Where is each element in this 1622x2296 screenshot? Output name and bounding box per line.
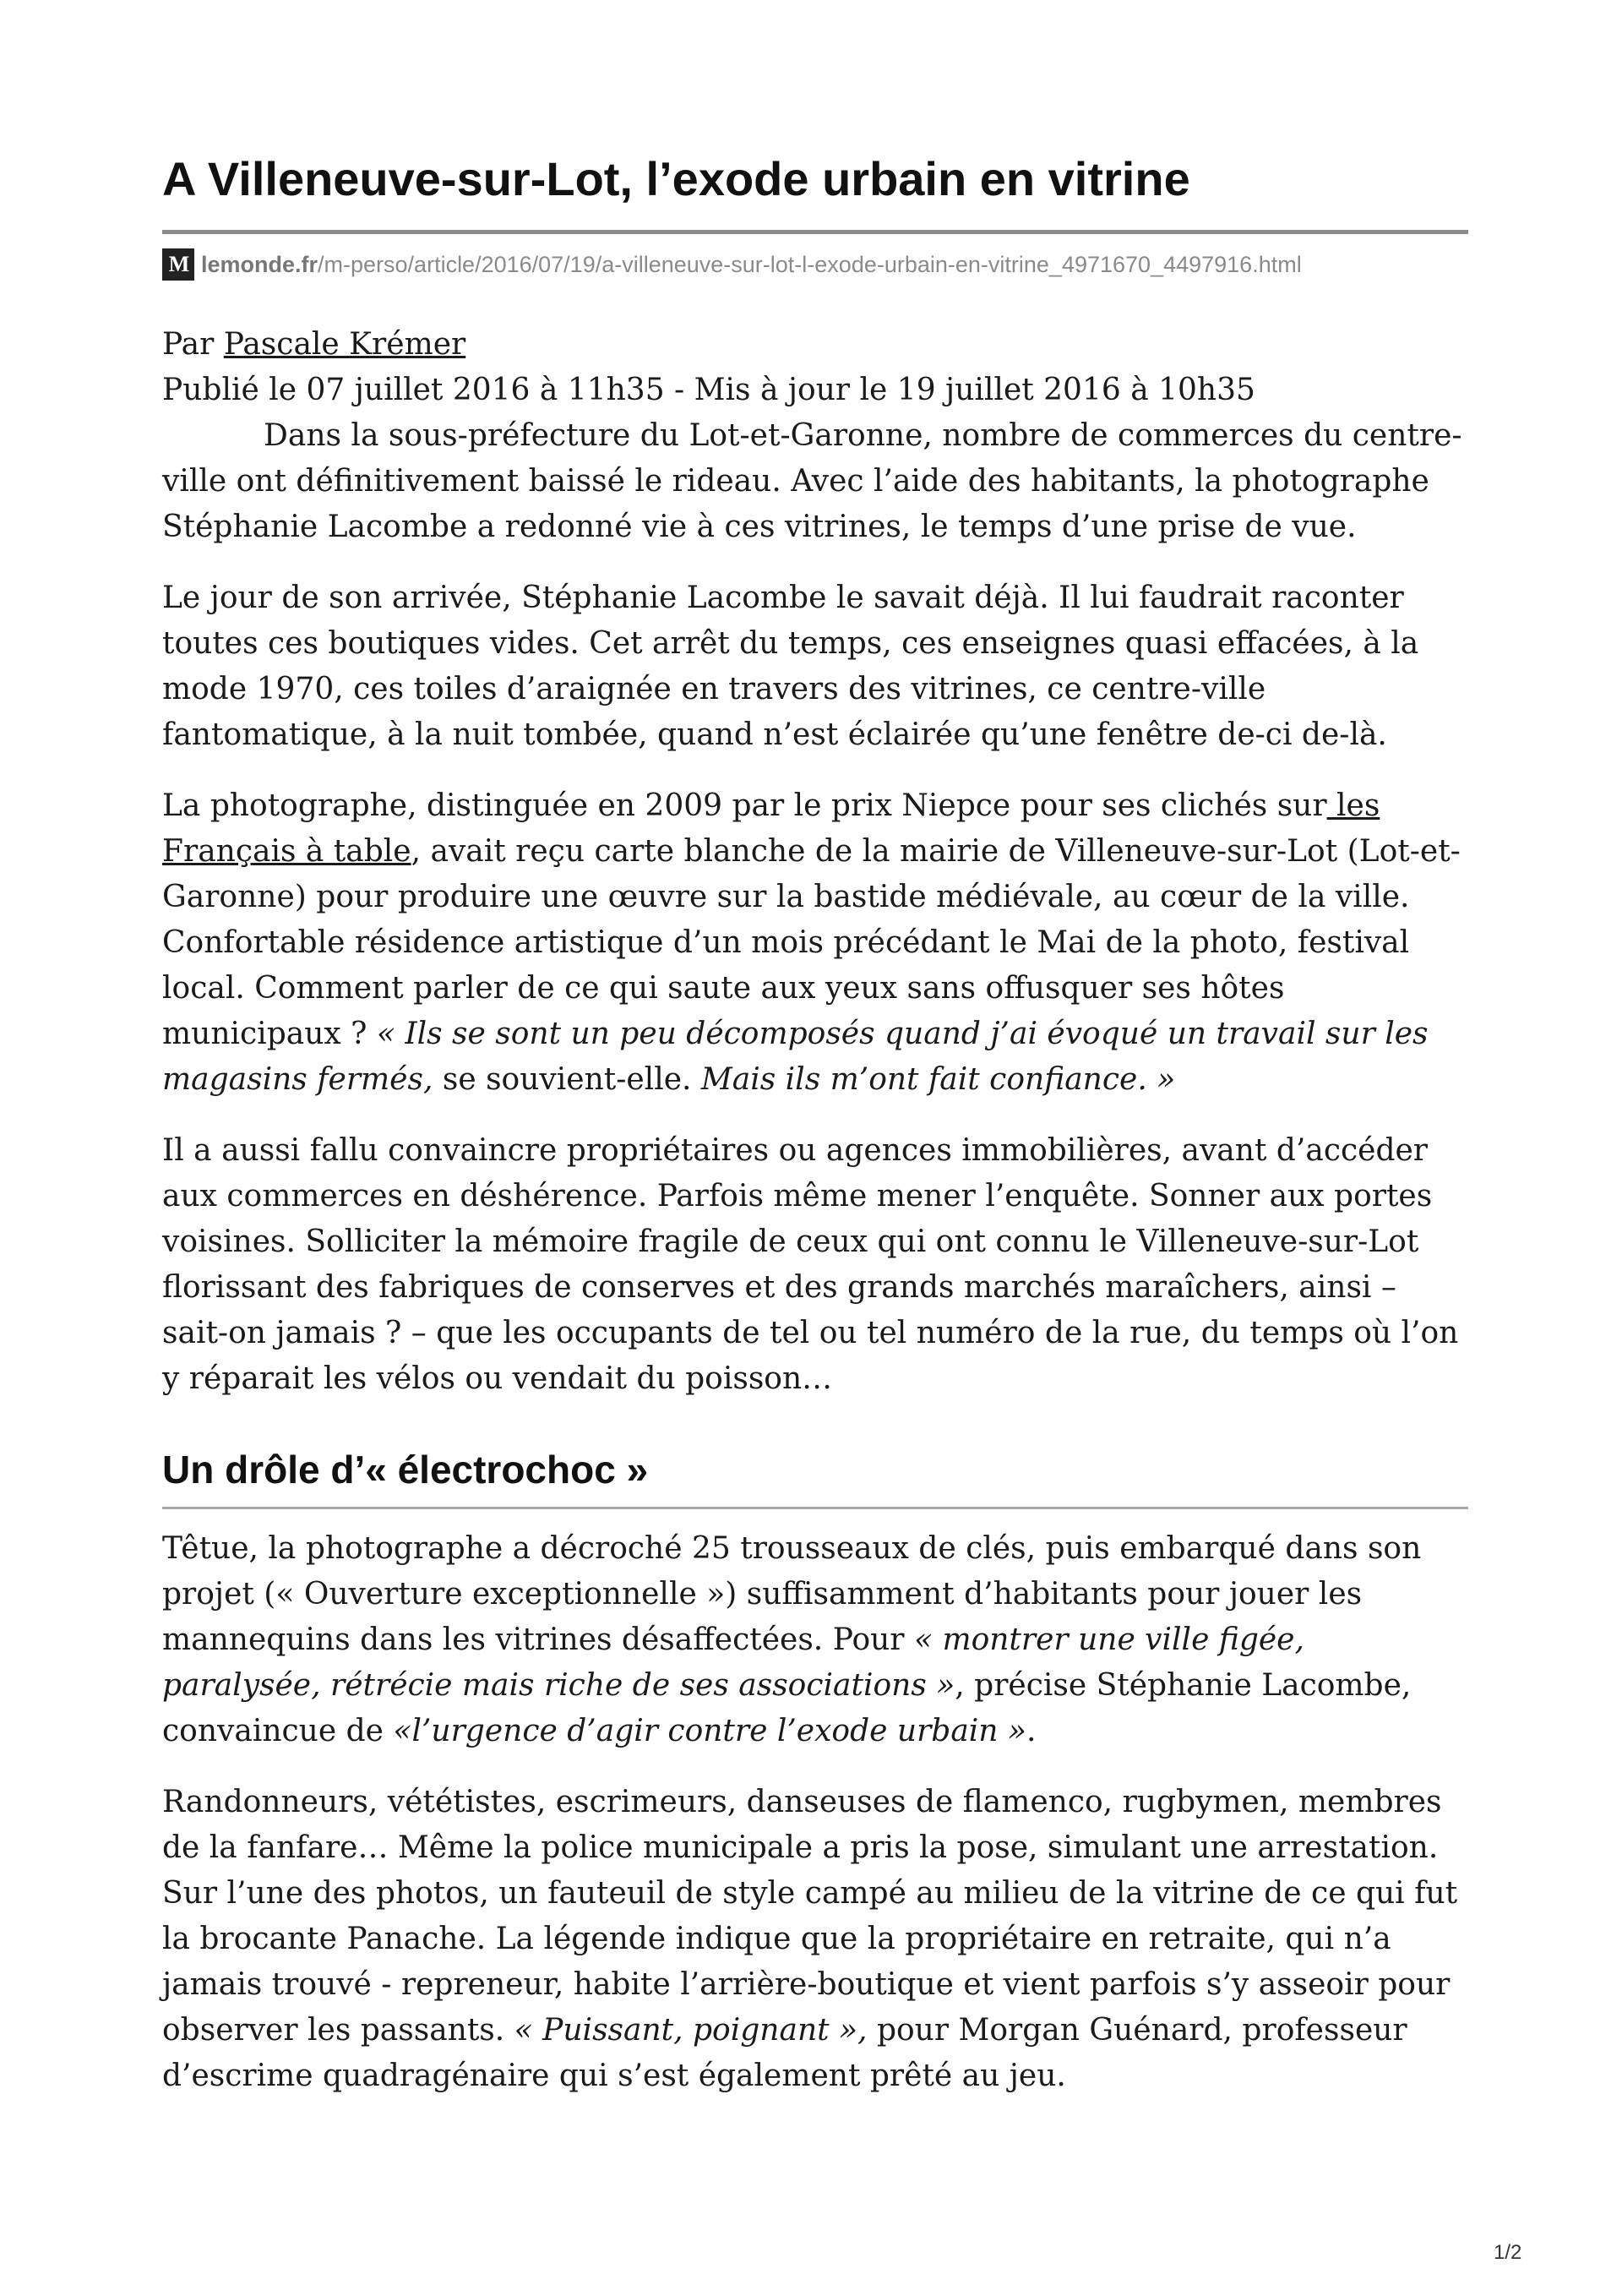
paragraph-2: Le jour de son arrivée, Stéphanie Lacombe le savait déjà. Il lui faudrait raconter toutes ces boutiques vides. Cet arrêt du temps, ces enseignes quasi effacées, à la mode 1970, ces toiles d’araignée en travers des vitrines, ce centre-ville fantomatique, à la nuit tombée, quand n’est éclairée qu’une fenêtre de-ci de-là. <box>162 581 1419 752</box>
byline <box>162 322 1468 413</box>
byline-prefix: Par <box>162 327 224 362</box>
source-url-line[interactable] <box>162 248 1468 281</box>
author-link[interactable]: Pascale Krémer <box>223 327 466 362</box>
paragraph-3: La photographe, distinguée en 2009 par le prix Niepce pour ses clichés sur les Français à table, avait reçu carte blanche de la mairie de Villeneuve-sur-Lot (Lot-et-Garonne) pour produire une œuvre sur la bastide médiévale, au cœur de la ville. Confortable résidence artistique d’un mois précédant le Mai de la photo, festival local. Comment parler de ce qui saute aux yeux sans offusquer ses hôtes municipaux ? « Ils se sont un peu décomposés quand j’ai évoqué un travail sur les magasins fermés, se souvient-elle. Mais ils m’ont fait confiance. » <box>162 788 1461 1097</box>
les-francais-a-table-link[interactable]: les Français à table <box>162 788 1380 869</box>
article-title: A Villeneuve-sur-Lot, l’exode urbain en vitrine <box>162 152 1190 205</box>
paragraph-6: Randonneurs, vététistes, escrimeurs, danseuses de flamenco, rugbymen, membres de la fanfare… Même la police municipale a pris la pose, simulant une arrestation. Sur l’une des photos, un fauteuil de style campé au milieu de la vitrine de ce qui fut la brocante Panache. La légende indique que la propriétaire en retraite, qui n’a jamais trouvé - repreneur, habite l’arrière-boutique et vient parfois s’y asseoir pour observer les passants. « Puissant, poignant », pour Morgan Guénard, professeur d’escrime quadragénaire qui s’est également prêté au jeu. <box>162 1785 1458 2093</box>
lede-paragraph: Dans la sous-préfecture du Lot-et-Garonne, nombre de commerces du centre-ville ont définitivement baissé le rideau. Avec l’aide des habitants, la photographe Stéphanie Lacombe a redonné vie à ces vitrines, le temps d’une prise de vue. <box>162 418 1462 544</box>
publish-date: Publié le 07 juillet 2016 à 11h35 - Mis à jour le 19 juillet 2016 à 10h35 <box>162 373 1255 407</box>
article-page <box>162 0 1468 2099</box>
title-divider <box>162 230 1468 234</box>
section-divider <box>162 1507 1468 1509</box>
lemonde-logo-icon: M <box>162 248 194 281</box>
paragraph-4: Il a aussi fallu convaincre propriétaires ou agences immobilières, avant d’accéder aux commerces en déshérence. Parfois même mener l’enquête. Sonner aux portes voisines. Solliciter la mémoire fragile de ceux qui ont connu le Villeneuve-sur-Lot florissant des fabriques de conserves et des grands marchés maraîchers, ainsi – sait-on jamais ? – que les occupants de tel ou tel numéro de la rue, du temps où l’on y réparait les vélos ou vendait du poisson… <box>162 1133 1459 1396</box>
paragraph-5: Têtue, la photographe a décroché 25 trousseaux de clés, puis embarqué dans son projet (« Ouverture exceptionnelle ») suffisamment d’habitants pour jouer les mannequins dans les vitrines désaffectées. Pour « montrer une ville figée, paralysée, rétrécie mais riche de ses associations », précise Stéphanie Lacombe, convaincue de «l’urgence d’agir contre l’exode urbain ». <box>162 1531 1422 1748</box>
source-domain: lemonde.fr <box>201 251 318 277</box>
source-path: /m-perso/article/2016/07/19/a-villeneuve-sur-lot-l-exode-urbain-en-vitrine_4971670_4497916.html <box>318 251 1302 277</box>
section-heading: Un drôle d’« électrochoc » <box>162 1448 649 1492</box>
page-number: 1/2 <box>1494 2241 1522 2264</box>
